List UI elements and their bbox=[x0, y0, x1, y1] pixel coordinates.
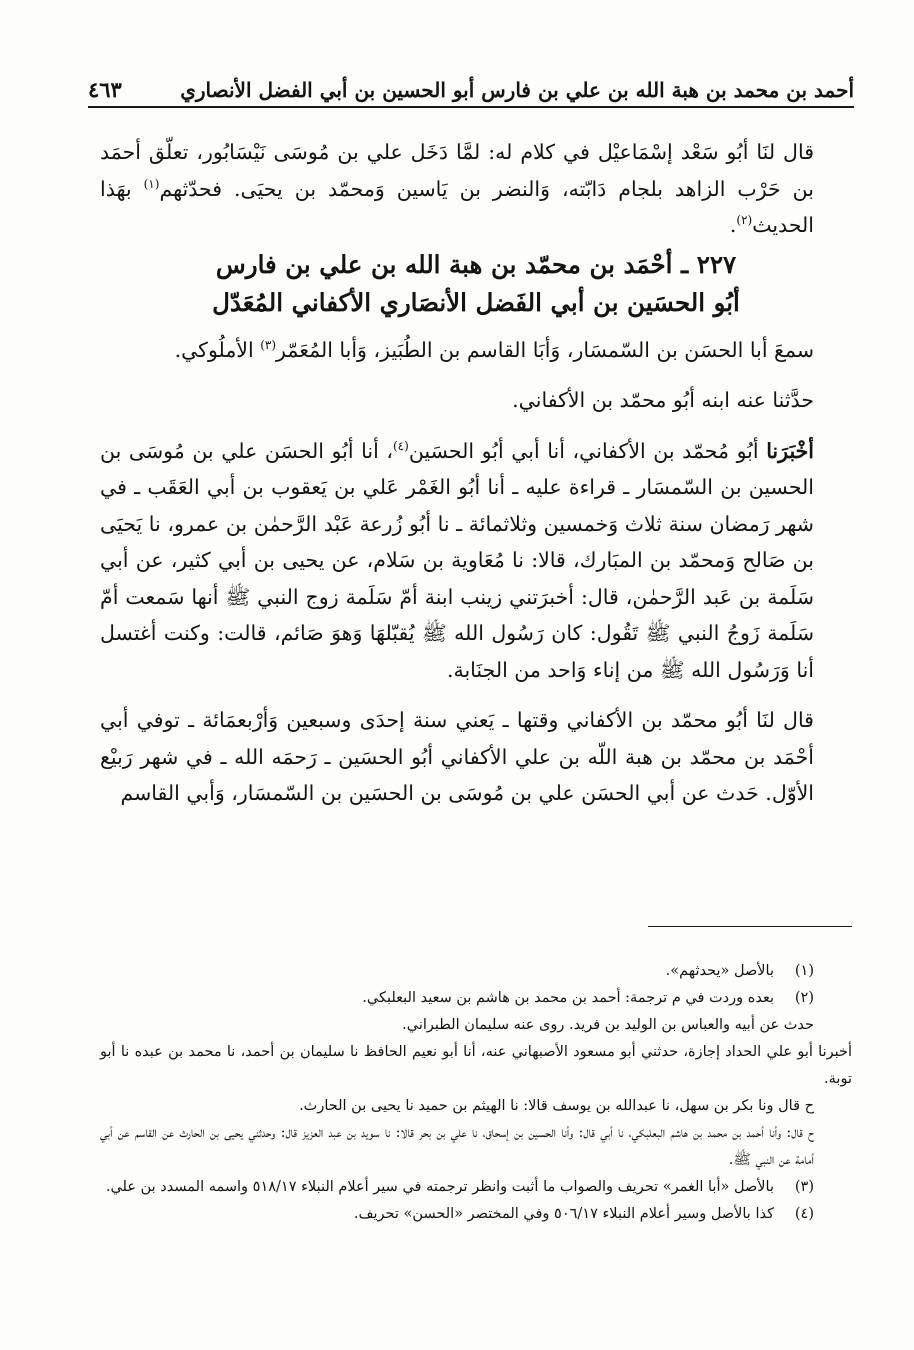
footnote-text: ح قال: وأنا أحمد بن محمد بن هاشم البعلبكي، نا أبي قال: وأنا الحسين بن إسحاق، نا علي بن بحر قالا: نا سويد بن عبد العزيز قال: وحدثني يحيى بن الحارث عن القاسم عن أبي أمامة عن النبي ﷺ. bbox=[100, 1125, 814, 1168]
footnote-number: (٤) bbox=[794, 1206, 814, 1222]
lead-word-akhbarana: أخْبَرَنا bbox=[766, 438, 815, 463]
entry-heading bbox=[100, 246, 852, 322]
main-text bbox=[100, 134, 852, 812]
footnote-text: حدث عن أبيه والعباس بن الوليد بن فريد. روى عنه سليمان الطبراني. bbox=[402, 1017, 814, 1033]
footnote-3 bbox=[100, 1174, 852, 1201]
footnote-divider bbox=[648, 926, 852, 927]
footnote-2-line bbox=[100, 1039, 852, 1093]
footnote-text: كذا بالأصل وسير أعلام النبلاء ٥٠٦/١٧ وفي المختصر «الحسن» تحريف. bbox=[353, 1206, 774, 1222]
footnote-ref-1: (١) bbox=[143, 176, 160, 191]
paragraph-2-text: سمعَ أبا الحسَن بن السّمسَار، وَأبَا القاسم بن الطُبَيز، وَأبا المُعَمّر bbox=[276, 337, 814, 362]
footnote-4 bbox=[100, 1201, 852, 1228]
running-title: أحمد بن محمد بن هبة الله بن علي بن فارس أبو الحسين بن أبي الفضل الأنصاري bbox=[180, 78, 854, 102]
footnote-text: أخبرنا أبو علي الحداد إجازة، حدثني أبو مسعود الأصبهاني عنه، أنا أبو نعيم الحافظ نا سليمان بن أحمد، نا محمد بن عبده نا أبو توبة. bbox=[100, 1044, 852, 1087]
paragraph-1-text: قال لنَا أبُو سَعْد إسْمَاعيْل في كلام له: لمَّا دَخَل علي بن مُوسَى نَيْسَابُور، تعلّق أحمَد بن حَرْب الزاهد بلجام دَابّته، وَالنضر بن يَاسين وَمحمّد بن يحيَى. فحدّثهم bbox=[100, 140, 814, 201]
paragraph-3: حدَّثنا عنه ابنه أبُو محمّد بن الأكفاني. bbox=[512, 388, 814, 412]
footnote-text: بالأصل «أبا الغمر» تحريف والصواب ما أثبت وانظر ترجمته في سير أعلام النبلاء ٥١٨/١٧ واسمه المسدد بن علي. bbox=[105, 1179, 774, 1195]
running-header bbox=[88, 70, 854, 108]
footnote-number: (٣) bbox=[794, 1179, 814, 1195]
footnote-text: بالأصل «يحدثهم». bbox=[665, 963, 774, 979]
paragraph-1-end: بهَذا الحديث bbox=[100, 176, 814, 237]
paragraph-4-text: أبُو مُحمّد بن الأكفاني، أنا أبي أبُو الحسَين bbox=[408, 438, 759, 463]
footnotes bbox=[100, 958, 852, 1228]
paragraph-4-rest: ، أنا أبُو الحسَن علي بن مُوسَى بن الحسين بن السّمسَار ـ قراءة عليه ـ أنا أبُو الغَمْر عَلي بن يَعقوب بن أبي العَقَب ـ في شهر رَمضان سنة ثلاث وَخمسين وثلاثمائة ـ نا أبُو زُرعة عَبْد الرَّحمٰن بن عمرو، نا يَحيَى بن صَالح وَمحمّد بن المبَارك، قالا: نا مُعَاوية بن سَلام، عن يحيى بن أبي كثير، عن أبي سَلَمة بن عَبد الرَّحمٰن، قال: أخبرَتني زينب ابنة أمّ سَلَمة زوج النبي ﷺ أنها سَمعت أمّ سَلَمة زَوجُ النبي ﷺ تَقُول: كان رَسُول الله ﷺ يُقبّلهَا وَهوَ صَائم، قالت: وكنت أغتسل أنا وَرَسُول الله ﷺ من إناء وَاحد من الجنَابة. bbox=[100, 438, 814, 682]
paragraph-2-end: الأملُوكي. bbox=[174, 337, 254, 362]
footnote-2-line bbox=[100, 1093, 852, 1120]
footnote-ref-4: (٤) bbox=[392, 438, 409, 453]
footnote-number: (٢) bbox=[794, 990, 814, 1006]
paragraph-1: قال لنَا أبُو سَعْد إسْمَاعيْل في كلام له: لمَّا دَخَل علي بن مُوسَى نَيْسَابُور، تعلّق أحمَد بن حَرْب الزاهد بلجام دَابّته، وَالنضر بن يَاسين وَمحمّد بن يحيَى. فحدّثهم$^{(١)}$ بهَذا الحديث$^{(٢)}$. bbox=[100, 140, 814, 237]
entry-heading-line-1: ٢٢٧ ـ أحْمَد بن محمّد بن هبة الله بن علي بن فارس bbox=[215, 249, 737, 279]
footnote-2 bbox=[100, 985, 852, 1012]
footnote-ref-2: (٢) bbox=[736, 213, 753, 228]
footnote-number: (١) bbox=[794, 963, 814, 979]
footnote-1 bbox=[100, 958, 852, 985]
page-number: ٤٦٣ bbox=[88, 77, 122, 102]
paragraph-5: قال لنَا أبُو محمّد بن الأكفاني وقتها ـ يَعني سنة إحدَى وسبعين وَأرْبعمَائة ـ توفي أبي أحْمَد بن محمّد بن هبة اللّه بن علي الأكفاني أبُو الحسَين ـ رَحمَه الله ـ في شهر رَبيْع الأوّل. حَدث عن أبي الحسَن علي بن مُوسَى بن الحسَين بن السّمسَار، وَأبي القاسم bbox=[100, 708, 814, 805]
footnote-text: ح قال ونا بكر بن سهل، نا عبدالله بن يوسف قالا: نا الهيثم بن حميد نا يحيى بن الحارث. bbox=[299, 1098, 814, 1114]
entry-heading-line-2: أبُو الحسَين بن أبي الفَضل الأنصَاري الأكفاني المُعَدّل bbox=[212, 287, 740, 317]
paragraph-4 bbox=[100, 433, 852, 689]
footnote-2-line bbox=[100, 1012, 852, 1039]
paragraph-2 bbox=[100, 332, 852, 369]
footnote-ref-3: (٣) bbox=[260, 337, 277, 352]
footnote-2-line bbox=[100, 1120, 852, 1174]
footnote-text: بعده وردت في م ترجمة: أحمد بن محمد بن هاشم بن سعيد البعلبكي. bbox=[362, 990, 774, 1006]
